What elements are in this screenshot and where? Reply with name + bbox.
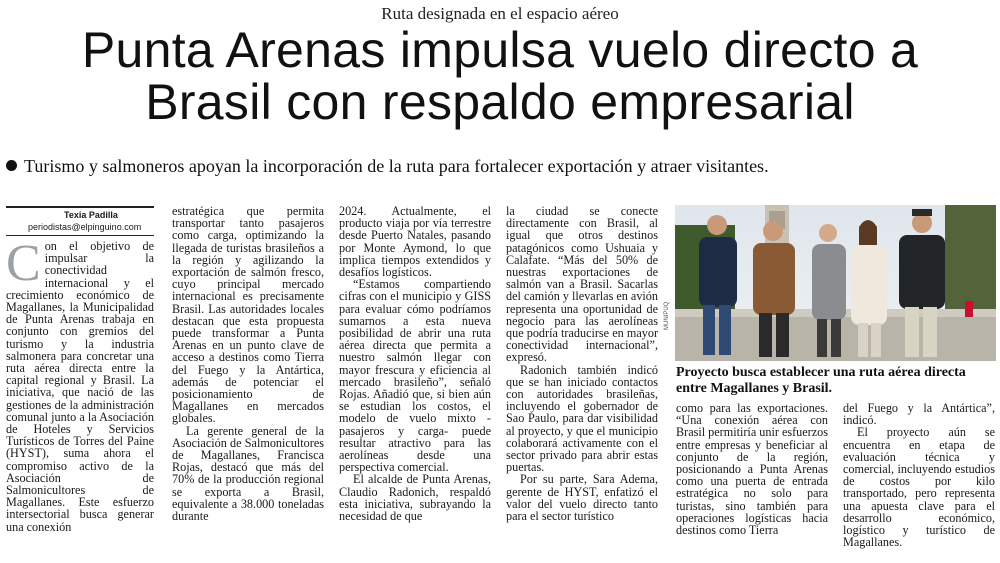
paragraph: estratégica que permita transportar tanto pasajeros como carga, optimizando la llegada de turistas brasileños a la región y agilizando la exportación de salmón fresco, cuyo principal mercado internacional es precisamente Brasil. Las autoridades locales destacan que esta propuesta puede transformar a Punta Arenas en un punto clave de acceso a destinos como Tierra del Fuego y la Antártica, además de potenciar el posicionamiento de Magallanes en mercados globales. <box>172 205 324 426</box>
bullet-icon <box>6 160 17 171</box>
article-photo <box>675 205 996 361</box>
paragraph: del Fuego y la Antártica”, indicó. <box>843 402 995 428</box>
paragraph: on el objetivo de impulsar la conectividad internacional y el crecimiento económico de Magallanes, la Municipalidad de Punta Arenas trabaja en conjunto con gremios del turismo y la industria salmonera para concretar una ruta aérea directa entre la capital regional y Brasil. La iniciativa, que nació de las gestiones de la administración comunal junto a la Asociación de Hoteles y Servicios Turísticos de Torres del Paine (HYST), suma ahora el compromiso activo de la Asociación de Salmonicultores de Magallanes. Este esfuerzo intersectorial busca generar una conexión <box>6 240 154 534</box>
article-column-3 <box>339 205 491 562</box>
paragraph: 2024. Actualmente, el producto viaja por vía terrestre desde Puerto Natales, pasando por Monte Aymond, lo que implica tiempos extendidos y desafíos logísticos. <box>339 205 491 280</box>
paragraph: la ciudad se conecte directamente con Brasil, al igual que otros destinos patagónicos como Ushuaia y Calafate. “Más del 50% de nuestras exportaciones de salmón van a Brasil. Sacarlas del camión y llevarlas en avión representa una oportunidad de negocio para las aerolíneas que podría traducirse en mayor conectividad internacional”, expresó. <box>506 205 658 365</box>
article-deck <box>6 156 996 177</box>
paragraph: El alcalde de Punta Arenas, Claudio Radonich, respaldó esta iniciativa, subrayando la necesidad de que <box>339 472 491 524</box>
byline-name: Texia Padilla <box>64 210 118 220</box>
article-column-5 <box>676 402 828 562</box>
article-column-1 <box>6 240 154 562</box>
article-kicker: Ruta designada en el espacio aéreo <box>381 4 619 23</box>
article-column-6 <box>843 402 995 562</box>
drop-cap: C <box>6 240 41 292</box>
article-column-4 <box>506 205 658 562</box>
article-headline: Punta Arenas impulsa vuelo directo a Brasil con respaldo empresarial <box>81 22 919 130</box>
article-column-2 <box>172 205 324 562</box>
byline-email: periodistas@elpinguino.com <box>28 222 142 232</box>
byline-box <box>6 206 154 236</box>
photo-credit: MUNIPUQ <box>664 301 670 330</box>
photo-illustration <box>675 205 996 361</box>
deck-text: Turismo y salmoneros apoyan la incorporación de la ruta para fortalecer exportación y atraer visitantes. <box>24 156 769 176</box>
paragraph: “Estamos compartiendo cifras con el municipio y GISS para evaluar cómo podríamos sumarnos a esta nueva posibilidad de abrir una ruta aérea directa que permita a nuestro salmón llegar con mayor frescura y eficiencia al mercado brasileño”, señaló Rojas. Añadió que, si bien aún se estudian los costos, el modelo de vuelo mixto -pasajeros y carga- puede resultar atractivo para las aerolíneas desde una perspectiva comercial. <box>339 277 491 475</box>
paragraph: Por su parte, Sara Adema, gerente de HYST, enfatizó el valor del vuelo directo tanto para el sector turístico <box>506 472 658 524</box>
paragraph: como para las exportaciones. “Una conexión aérea con Brasil permitiría unir esfuerzos entre empresas y beneficiar al conjunto de la región, posicionando a Punta Arenas como una puerta de entrada estratégica no solo para turistas, sino también para operaciones logísticas hacia destinos como Tierra <box>676 402 828 538</box>
paragraph: El proyecto aún se encuentra en etapa de evaluación técnica y comercial, incluyendo estudios de costos por kilo transportado, pero representa una apuesta clave para el desarrollo económico, logístico y turístico de Magallanes. <box>843 425 995 550</box>
paragraph: La gerente general de la Asociación de Salmonicultores de Magallanes, Francisca Rojas, destacó que más del 70% de la producción regional se exporta a Brasil, equivalente a 38.000 toneladas durante <box>172 423 324 524</box>
photo-caption: Proyecto busca establecer una ruta aérea directa entre Magallanes y Brasil. <box>676 365 966 396</box>
paragraph: Radonich también indicó que se han iniciado contactos con autoridades brasileñas, incluyendo el gobernador de Sao Paulo, para dar visibilidad al proyecto, y que el municipio colaborará activamente con el sector privado para abrir estas puertas. <box>506 362 658 475</box>
